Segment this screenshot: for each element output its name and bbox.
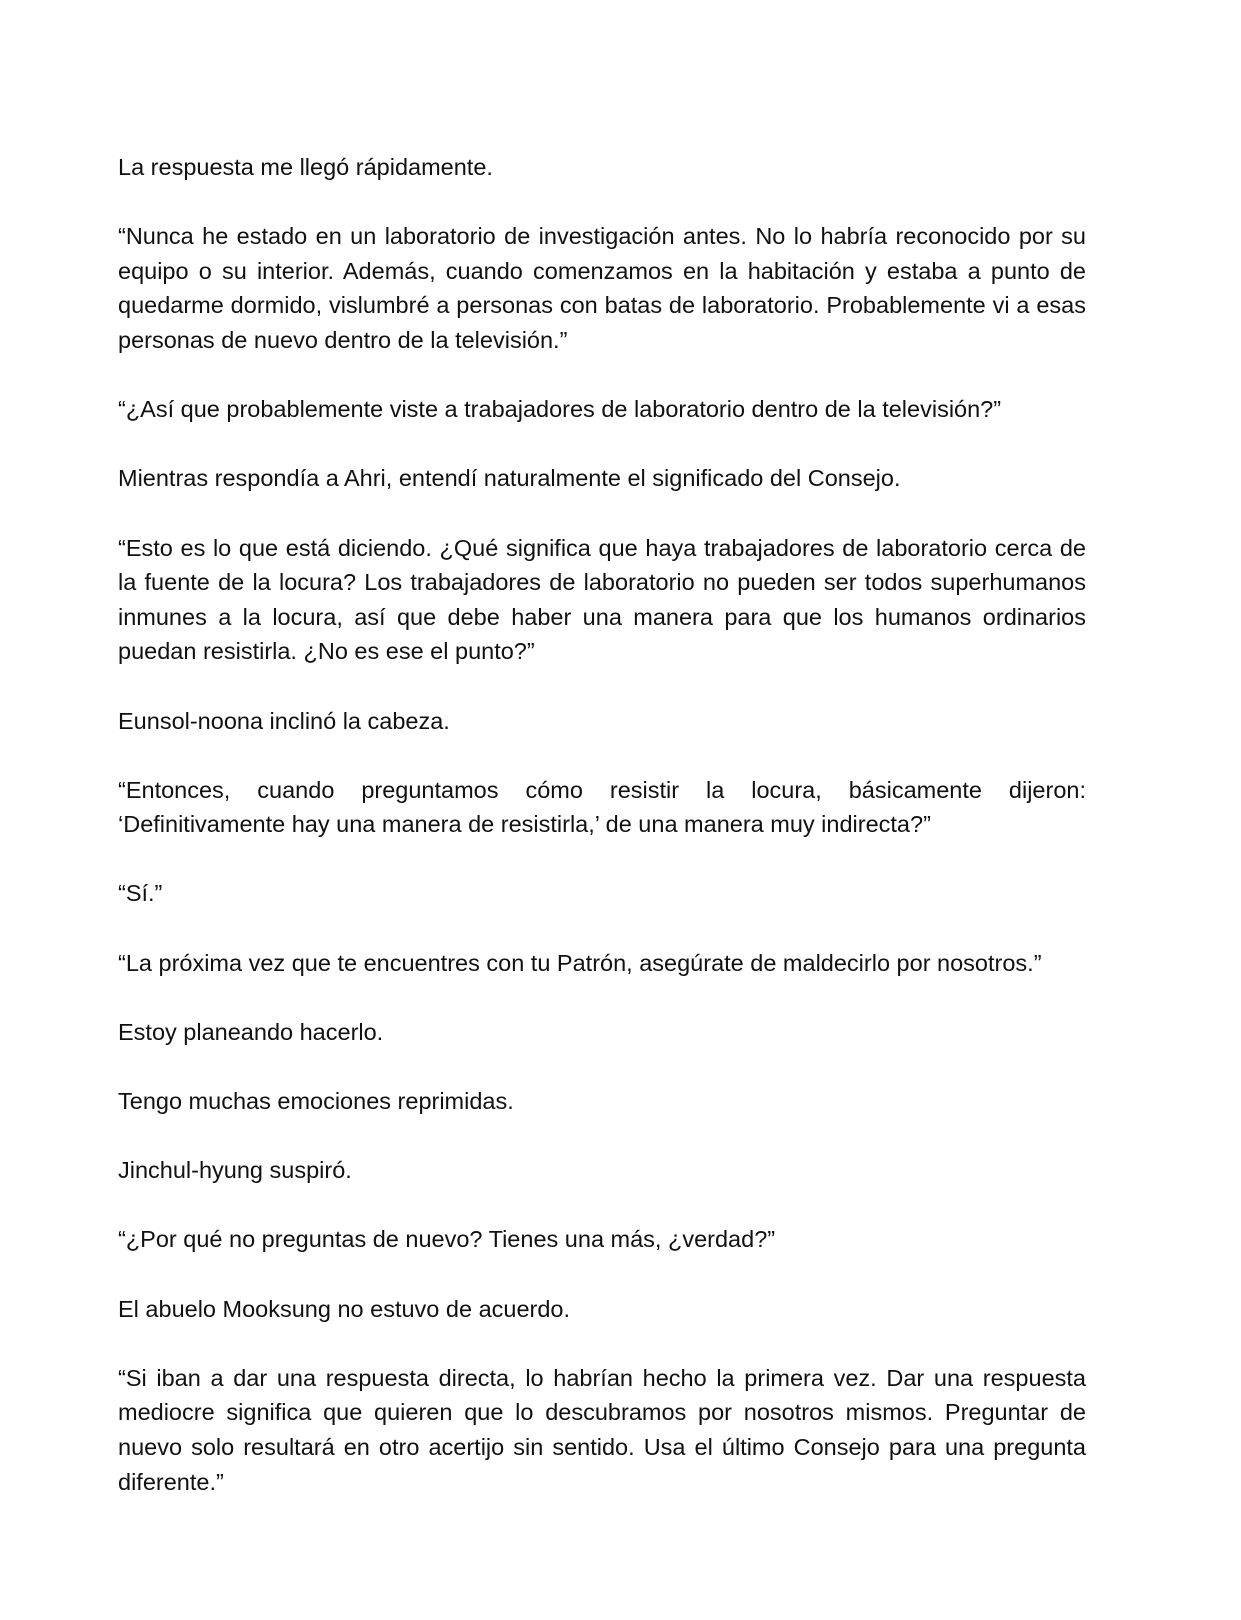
paragraph: El abuelo Mooksung no estuvo de acuerdo. [118,1295,571,1322]
paragraph: Tengo muchas emociones reprimidas. [118,1088,514,1115]
paragraph: Jinchul-hyung suspiró. [118,1157,352,1184]
paragraph: “¿Así que probablemente viste a trabajadores de laboratorio dentro de la televisión?” [118,396,1002,423]
paragraph: Eunsol-noona inclinó la cabeza. [118,707,450,734]
paragraph: Estoy planeando hacerlo. [118,1018,384,1045]
document-page [118,150,1086,1499]
paragraph: “La próxima vez que te encuentres con tu Patrón, asegúrate de maldecirlo por nosotros.” [118,949,1042,976]
paragraph: Mientras respondía a Ahri, entendí naturalmente el significado del Consejo. [118,465,901,492]
paragraph: “Entonces, cuando preguntamos cómo resistir la locura, básicamente dijeron: ‘Definitivamente hay una manera de resistirla,’ de una manera muy indirecta?” [118,776,1086,838]
paragraph: “Sí.” [118,880,163,907]
paragraph: “Nunca he estado en un laboratorio de investigación antes. No lo habría reconocido por su equipo o su interior. Además, cuando comenzamos en la habitación y estaba a punto de quedarme dormido, vislumbré a personas con batas de laboratorio. Probablemente vi a esas personas de nuevo dentro de la televisión.” [118,223,1086,353]
paragraph: “Si iban a dar una respuesta directa, lo habrían hecho la primera vez. Dar una respuesta mediocre significa que quieren que lo descubramos por nosotros mismos. Preguntar de nuevo solo resultará en otro acertijo sin sentido. Usa el último Consejo para una pregunta diferente.” [118,1364,1086,1495]
paragraph: “¿Por qué no preguntas de nuevo? Tienes una más, ¿verdad?” [118,1226,776,1253]
paragraph: “Esto es lo que está diciendo. ¿Qué significa que haya trabajadores de laboratorio cerca de la fuente de la locura? Los trabajadores de laboratorio no pueden ser todos superhumanos inmunes a la locura, así que debe haber una manera para que los humanos ordinarios puedan resistirla. ¿No es ese el punto?” [118,534,1086,665]
paragraph: La respuesta me llegó rápidamente. [118,154,493,180]
